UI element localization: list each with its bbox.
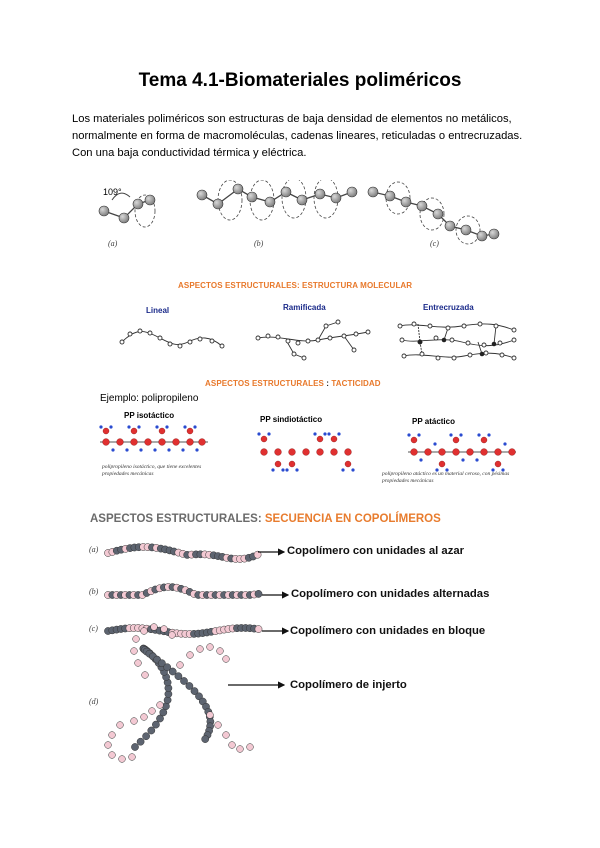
monomer-bead [148,727,155,734]
copolymer-label-block: Copolímero con unidades en bloque [290,625,486,637]
copolymer-tag-a: (a) [89,545,99,554]
monomer-bead [237,746,244,753]
atactic-note: polipropileno atáctico es un material ceroso, con pésimas propiedades mecánicas [382,471,510,484]
monomer-bead [229,742,236,749]
monomer-bead [177,662,184,669]
type-lineal: Lineal [146,306,170,315]
monomer-bead [117,722,124,729]
isotactic-note: polipropileno isotáctico, que tiene excelentes propiedades mecánicas [102,464,202,477]
monomer-bead [207,644,214,651]
monomer-bead [141,628,148,635]
fig-label-b: (b) [254,239,264,248]
angle-label: 109° [103,187,122,197]
type-ramificada: Ramificada [283,303,326,312]
chain-geometry-drawing [90,180,510,255]
monomer-bead [207,712,214,719]
type-entrecruzada: Entrecruzada [423,303,474,312]
monomer-bead [109,732,116,739]
monomer-bead [215,722,222,729]
copolymer-tag-d: (d) [89,697,99,706]
monomer-bead [133,636,140,643]
monomer-bead [223,732,230,739]
monomer-bead [152,721,159,728]
molecular-structures-drawing [118,318,518,364]
tacticity-heading: ASPECTOS ESTRUCTURALES : TACTICIDAD [205,379,381,388]
molecular-structure-heading: ASPECTOS ESTRUCTURALES: ESTRUCTURA MOLECULAR [178,281,413,290]
monomer-bead [119,756,126,763]
monomer-bead [151,624,158,631]
monomer-bead [129,754,136,761]
copolymer-label-random: Copolímero con unidades al azar [287,545,465,557]
monomer-bead [255,626,262,633]
monomer-bead [141,714,148,721]
monomer-bead [109,752,116,759]
monomer-bead [197,646,204,653]
copolymer-label-graft: Copolímero de injerto [290,679,407,691]
monomer-bead [149,708,156,715]
intro-paragraph: Los materiales poliméricos son estructuras de baja densidad de elementos no metálicos, normalmente en forma de macromoléculas, cadenas lineares, reticuladas o entrecruzadas. Con una baja conductividad térmica y eléctrica. [72,113,523,159]
monomer-bead [169,668,176,675]
pp-atactico-label: PP atáctico [412,417,455,426]
copolymer-tag-b: (b) [89,587,99,596]
pp-isotactico-label: PP isotáctico [124,411,175,420]
monomer-bead [143,733,150,740]
monomer-bead [157,702,164,709]
monomer-bead [142,672,149,679]
copolymer-chains-drawing [100,535,300,765]
monomer-bead [135,660,142,667]
tacticity-example: Ejemplo: polipropileno [100,393,199,404]
monomer-bead [131,743,138,750]
copolymer-label-alternating: Copolímero con unidades alternadas [291,588,490,600]
monomer-bead [255,590,262,597]
monomer-bead [202,736,209,743]
monomer-bead [105,742,112,749]
monomer-bead [223,656,230,663]
monomer-bead [217,648,224,655]
monomer-bead [137,738,144,745]
fig-label-c: (c) [430,239,439,248]
page-title: Tema 4.1-Biomateriales poliméricos [138,70,462,91]
monomer-bead [187,652,194,659]
pp-sindiotactico-label: PP sindiotáctico [260,415,323,424]
copolymer-heading: ASPECTOS ESTRUCTURALES: SECUENCIA EN COPOLÍMEROS [90,513,441,525]
monomer-bead [161,626,168,633]
monomer-bead [131,718,138,725]
monomer-bead [247,744,254,751]
copolymer-tag-c: (c) [89,624,98,633]
monomer-bead [131,648,138,655]
monomer-bead [169,632,176,639]
fig-label-a: (a) [108,239,118,248]
